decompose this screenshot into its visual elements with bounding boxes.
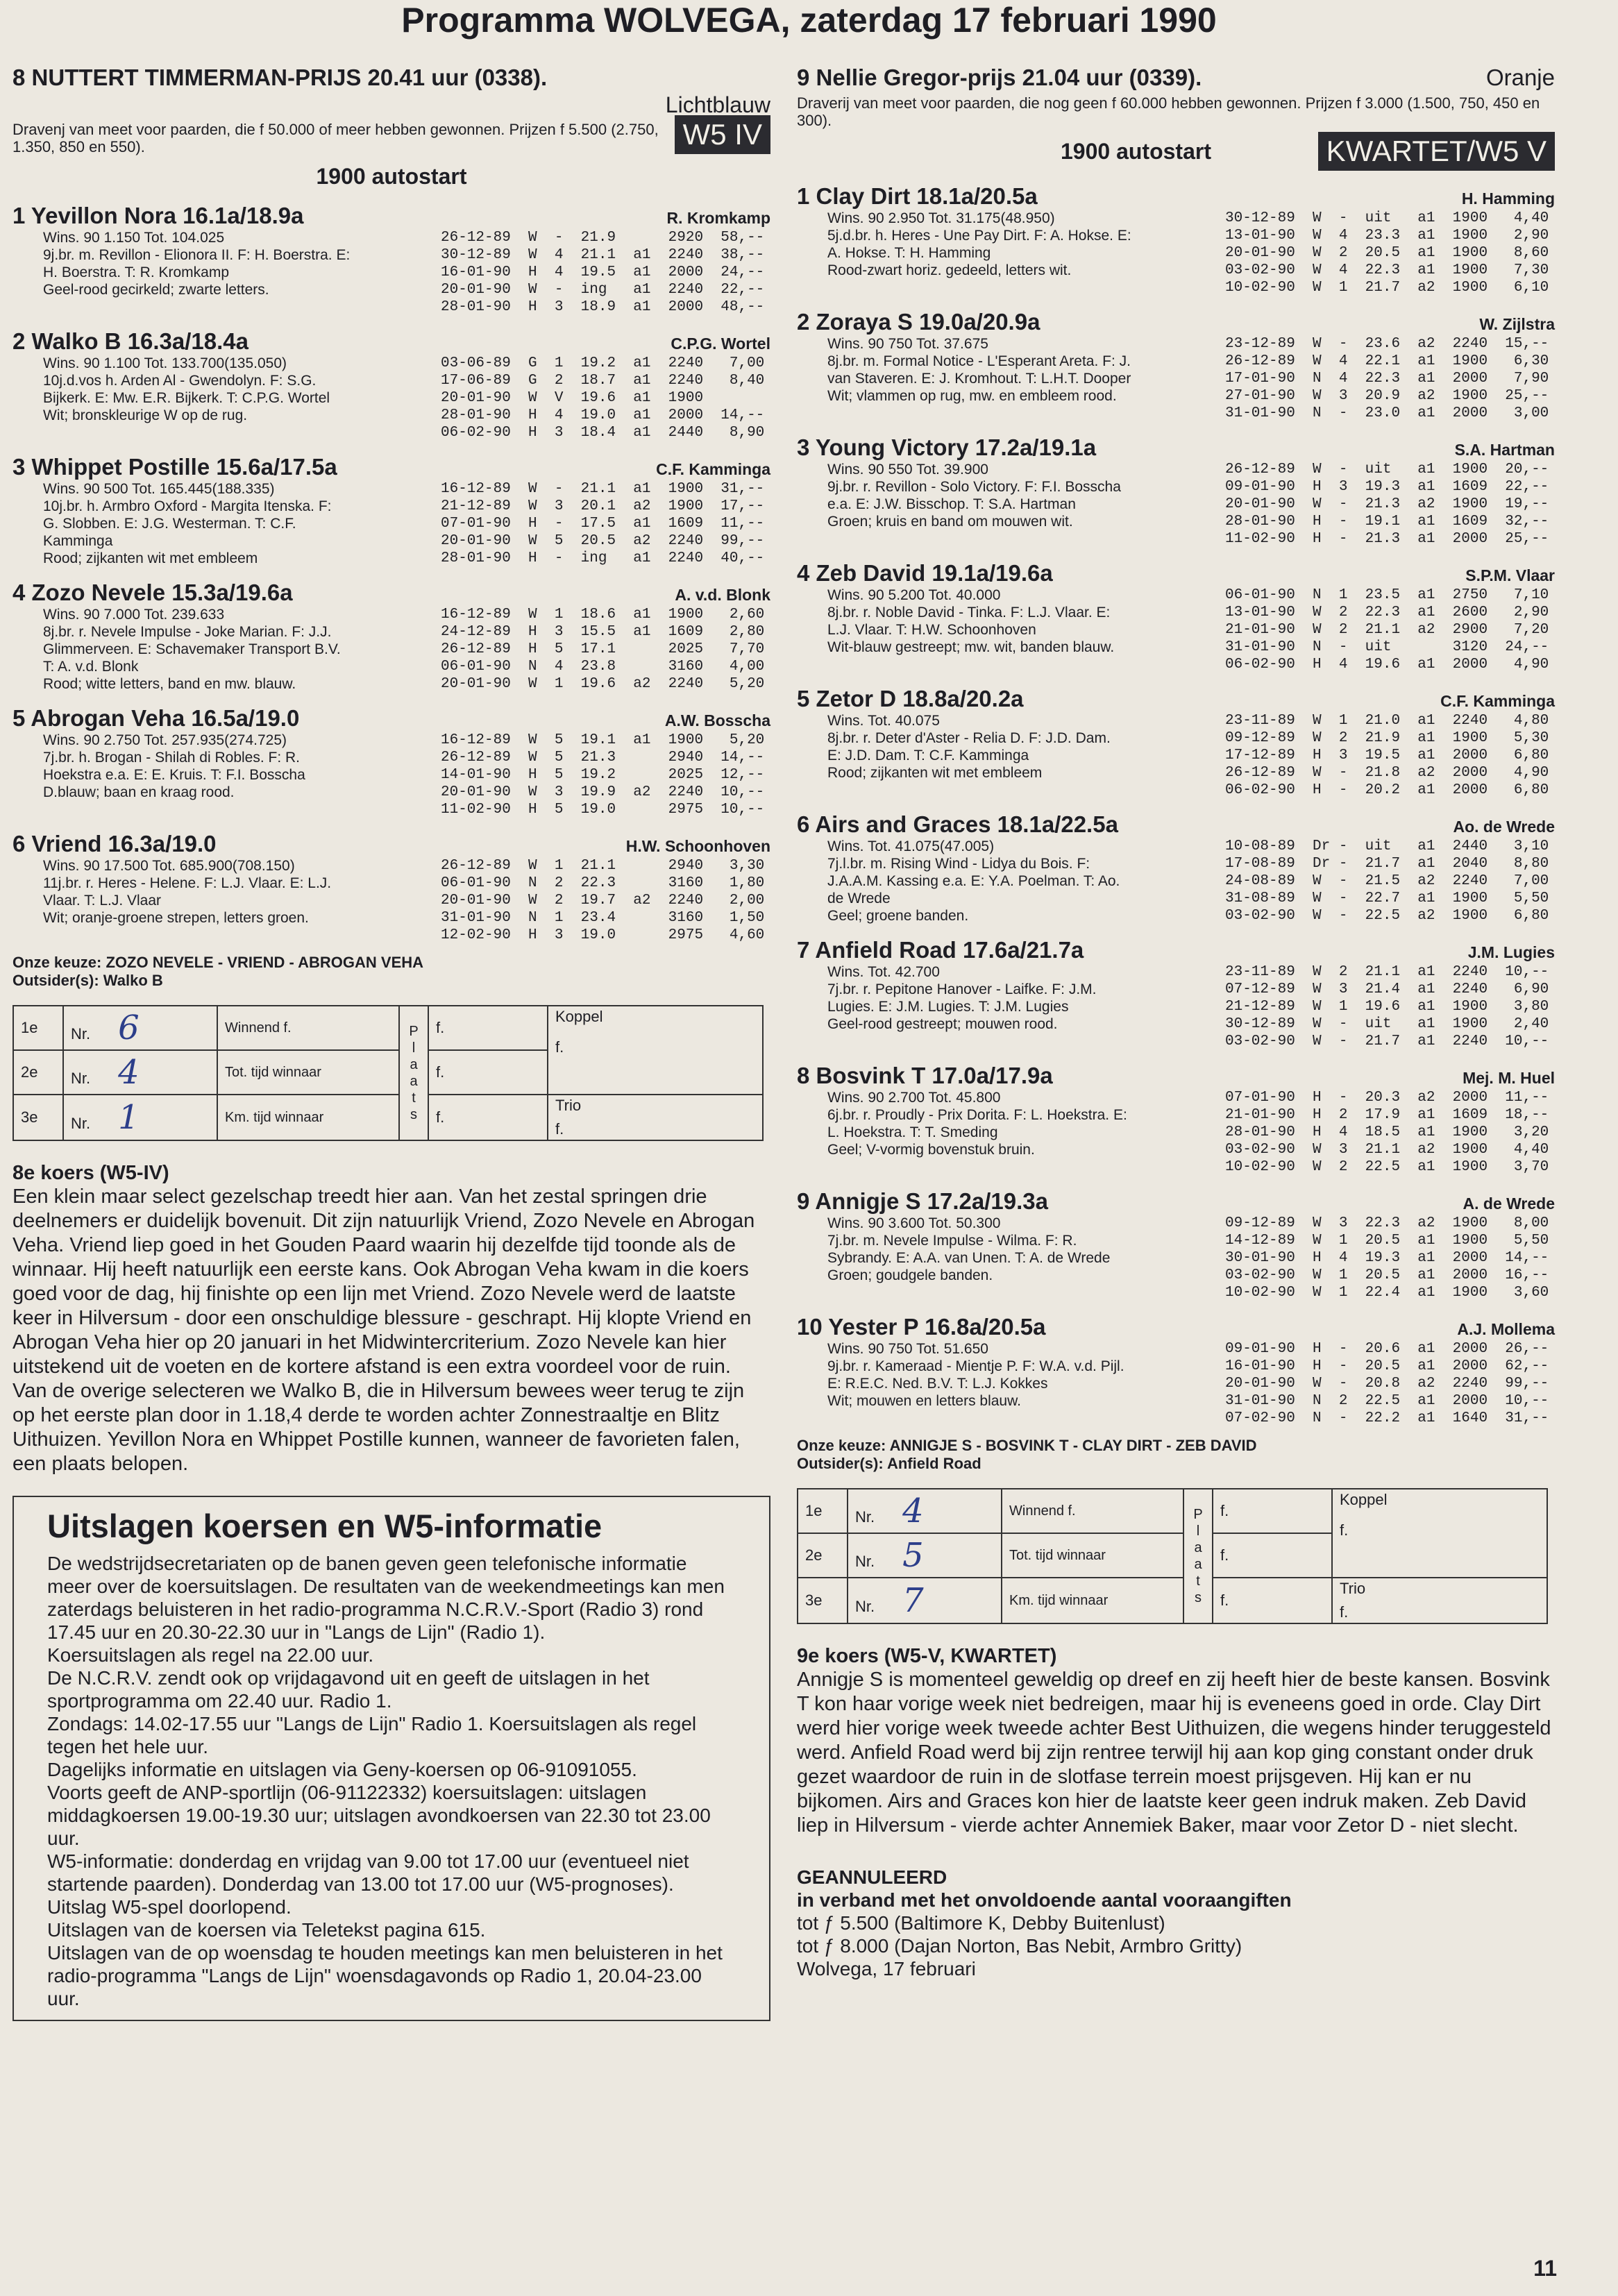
- race-9-color: Oranje: [1485, 65, 1555, 90]
- trio-f-label: f.: [1340, 1603, 1349, 1621]
- place-1-label: 1e: [798, 1489, 848, 1533]
- horse-name: 4 Zeb David 19.1a/19.6a: [797, 560, 1053, 586]
- nr-label: Nr.: [71, 1070, 91, 1087]
- horse-entry: [12, 831, 770, 944]
- horse-results: 16-12-89 W 5 19.1 a1 1900 5,20 26-12-89 W 5 21.3 2940 14,-- 14-01-90 H 5 19.2 2025 12,-- 20-01-90 W 3 19.9 a2 2240 10,-- 11-02-90 H 5 19.0 2975 10,--: [441, 732, 765, 818]
- horse-info: Wins. 90 550 Tot. 39.900 9j.br. r. Revillon - Solo Victory. F: F.I. Bosscha e.a. E: J.W. Bisschop. T: S.A. Hartman Groen; kruis en band om mouwen wit.: [827, 462, 1121, 530]
- nr-label: Nr.: [71, 1025, 91, 1043]
- place-3-label: 3e: [13, 1095, 63, 1140]
- place-3-label: 3e: [798, 1578, 848, 1623]
- f-label: f.: [428, 1050, 548, 1095]
- horse-entry: [797, 686, 1555, 799]
- horse-info: Wins. 90 2.950 Tot. 31.175(48.950) 5j.d.br. h. Heres - Une Pay Dirt. F: A. Hokse. E: A. Hokse. T: H. Hamming Rood-zwart horiz. gedeeld, letters wit.: [827, 210, 1131, 278]
- race-9-commentary-title: 9e koers (W5-V, KWARTET): [797, 1645, 1057, 1667]
- horse-entry: [12, 580, 770, 693]
- race-8-keuze: Onze keuze: ZOZO NEVELE - VRIEND - ABROGAN VEHA: [12, 954, 424, 971]
- horse-results: 26-12-89 W 1 21.1 2940 3,30 06-01-90 N 2 22.3 3160 1,80 20-01-90 W 2 19.7 a2 2240 2,00 31-01-90 N 1 23.4 3160 1,50 12-02-90 H 3 19.0 2975 4,60: [441, 858, 765, 943]
- handwritten-number-2[interactable]: 4: [118, 1053, 140, 1092]
- horse-results: 23-11-89 W 2 21.1 a1 2240 10,-- 07-12-89 W 3 21.4 a1 2240 6,90 21-12-89 W 1 19.6 a1 1900 3,80 30-12-89 W - uit a1 1900 2,40 03-02-90 W - 21.7 a1 2240 10,--: [1225, 964, 1549, 1049]
- horse-results: 07-01-90 H - 20.3 a2 2000 11,-- 21-01-90 H 2 17.9 a1 1609 18,-- 28-01-90 H 4 18.5 a1 1900 3,20 03-02-90 W 3 21.1 a2 1900 4,40 10-02-90 W 2 22.5 a1 1900 3,70: [1225, 1090, 1549, 1175]
- tottijd-label: Tot. tijd winnaar: [217, 1050, 399, 1095]
- horse-results: 10-08-89 Dr - uit a1 2440 3,10 17-08-89 Dr - 21.7 a1 2040 8,80 24-08-89 W - 21.5 a2 2240 7,00 31-08-89 W - 22.7 a1 1900 5,50 03-02-90 W - 22.5 a2 1900 6,80: [1225, 838, 1549, 924]
- horse-results: 26-12-89 W - 21.9 2920 58,-- 30-12-89 W 4 21.1 a1 2240 38,-- 16-01-90 H 4 19.5 a1 2000 24,-- 20-01-90 W - ing a1 2240 22,-- 28-01-90 H 3 18.9 a1 2000 48,--: [441, 230, 765, 315]
- handwritten-number-1[interactable]: 6: [118, 1008, 140, 1047]
- tottijd-label: Tot. tijd winnaar: [1002, 1533, 1183, 1578]
- horse-name: 6 Vriend 16.3a/19.0: [12, 831, 217, 856]
- place-2-label: 2e: [13, 1050, 63, 1095]
- horse-results: 03-06-89 G 1 19.2 a1 2240 7,00 17-06-89 G 2 18.7 a1 2240 8,40 20-01-90 W V 19.6 a1 1900 28-01-90 H 4 19.0 a1 2000 14,-- 06-02-90 H 3 18.4 a1 2440 8,90: [441, 355, 765, 441]
- horse-name: 6 Airs and Graces 18.1a/22.5a: [797, 811, 1118, 837]
- horse-name: 8 Bosvink T 17.0a/17.9a: [797, 1063, 1053, 1088]
- horse-entry: [797, 309, 1555, 422]
- koppel-label: Koppel: [1340, 1491, 1388, 1508]
- horse-entry: [12, 454, 770, 567]
- horse-name: 2 Zoraya S 19.0a/20.9a: [797, 309, 1040, 335]
- horse-entry: [12, 328, 770, 441]
- race-9-result-table: [797, 1488, 1548, 1624]
- horse-name: 2 Walko B 16.3a/18.4a: [12, 328, 248, 354]
- horse-results: 09-01-90 H - 20.6 a1 2000 26,-- 16-01-90 H - 20.5 a1 2000 62,-- 20-01-90 W - 20.8 a2 2240 99,-- 31-01-90 N 2 22.5 a1 2000 10,-- 07-02-90 N - 22.2 a1 1640 31,--: [1225, 1341, 1549, 1426]
- race-8-result-table: [12, 1005, 764, 1141]
- handwritten-number-1[interactable]: 4: [902, 1492, 924, 1530]
- race-9-badge: KWARTET/W5 V: [1318, 132, 1555, 171]
- horse-name: 10 Yester P 16.8a/20.5a: [797, 1314, 1046, 1340]
- race-9-outsider: Outsider(s): Anfield Road: [797, 1455, 981, 1472]
- horse-entry: [797, 811, 1555, 925]
- horse-info: Wins. 90 3.600 Tot. 50.300 7j.br. m. Nevele Impulse - Wilma. F: R. Sybrandy. E: A.A. van Unen. T: A. de Wrede Groen; goudgele banden.: [827, 1215, 1111, 1283]
- left-column: [12, 64, 770, 2271]
- page-title: Programma WOLVEGA, zaterdag 17 februari 1990: [401, 1, 1217, 40]
- race-8-commentary-title: 8e koers (W5-IV): [12, 1162, 169, 1184]
- horse-info: Wins. 90 1.150 Tot. 104.025 9j.br. m. Revillon - Elionora II. F: H. Boerstra. E: H. Boerstra. T: R. Kromkamp Geel-rood gecirkeld; zwarte letters.: [43, 230, 351, 298]
- right-column: [797, 64, 1555, 2271]
- nr-label: Nr.: [855, 1508, 875, 1526]
- horse-entry: [797, 1188, 1555, 1301]
- horse-info: Wins. 90 500 Tot. 165.445(188.335) 10j.br. h. Armbro Oxford - Margita Itenska. F: G. Slobben. E: J.G. Westerman. T: C.F. Kamminga Rood; zijkanten wit met embleem: [43, 481, 332, 566]
- horse-info: Wins. 90 5.200 Tot. 40.000 8j.br. r. Noble David - Tinka. F: L.J. Vlaar. E: L.J. Vlaar. T: H.W. Schoonhoven Wit-blauw gestreept; mw. wit, banden blauw.: [827, 587, 1115, 655]
- race-9-horses: [797, 183, 1555, 1427]
- horse-info: Wins. 90 7.000 Tot. 239.633 8j.br. r. Nevele Impulse - Joke Marian. F: J.J. Glimmerveen. E: Schavemaker Transport B.V. T: A. v.d. Blonk Rood; witte letters, band en mw. blauw.: [43, 607, 341, 692]
- race-8-conditions: Dravenj van meet voor paarden, die f 50.000 of meer hebben gewonnen. Prijzen f 5.500 (2.750, 1.350, 850 en 550).: [12, 121, 659, 155]
- horse-info: Wins. Tot. 42.700 7j.br. r. Pepitone Hanover - Laifke. F: J.M. Lugies. E: J.M. Lugies. T: J.M. Lugies Geel-rood gestreept; mouwen rood.: [827, 964, 1097, 1032]
- kmtijd-label: Km. tijd winnaar: [1002, 1578, 1183, 1623]
- geannuleerd-line-3: Wolvega, 17 februari: [797, 1958, 976, 1980]
- winnend-label: Winnend f.: [217, 1006, 399, 1050]
- geannuleerd-sub: in verband met het onvoldoende aantal vooraangiften: [797, 1889, 1292, 1911]
- horse-entry: [797, 1314, 1555, 1427]
- geannuleerd-block: [797, 1866, 1555, 1980]
- horse-trainer: S.P.M. Vlaar: [1465, 566, 1555, 584]
- horse-entry: [12, 203, 770, 316]
- f-label: f.: [1213, 1489, 1332, 1533]
- horse-info: Wins. 90 17.500 Tot. 685.900(708.150) 11j.br. r. Heres - Helene. F: L.J. Vlaar. E: L.J. Vlaar. T: L.J. Vlaar Wit; oranje-groene strepen, letters groen.: [43, 858, 332, 926]
- horse-info: Wins. 90 750 Tot. 51.650 9j.br. r. Kameraad - Mientje P. F: W.A. v.d. Pijl. E: R.E.C. Ned. B.V. T: L.J. Kokkes Wit; mouwen en letters blauw.: [827, 1341, 1124, 1409]
- kmtijd-label: Km. tijd winnaar: [217, 1095, 399, 1140]
- geannuleerd-line-2: tot ƒ 8.000 (Dajan Norton, Bas Nebit, Armbro Gritty): [797, 1935, 1242, 1957]
- koppel-f-label: f.: [555, 1038, 564, 1056]
- horse-results: 23-11-89 W 1 21.0 a1 2240 4,80 09-12-89 W 2 21.9 a1 1900 5,30 17-12-89 H 3 19.5 a1 2000 6,80 26-12-89 W - 21.8 a2 2000 4,90 06-02-90 H - 20.2 a1 2000 6,80: [1225, 713, 1549, 798]
- koppel-f-label: f.: [1340, 1521, 1349, 1539]
- race-8-outsider: Outsider(s): Walko B: [12, 972, 163, 989]
- winnend-label: Winnend f.: [1002, 1489, 1183, 1533]
- horse-results: 09-12-89 W 3 22.3 a2 1900 8,00 14-12-89 W 1 20.5 a1 1900 5,50 30-01-90 H 4 19.3 a1 2000 14,-- 03-02-90 W 1 20.5 a1 2000 16,-- 10-02-90 W 1 22.4 a1 1900 3,60: [1225, 1215, 1549, 1301]
- race-9-start: 1900 autostart: [1061, 139, 1211, 164]
- handwritten-number-2[interactable]: 5: [902, 1536, 924, 1575]
- horse-entry: [12, 705, 770, 818]
- horse-info: Wins. 90 1.100 Tot. 133.700(135.050) 10j.d.vos h. Arden Al - Gwendolyn. F: S.G. Bijkerk. E: Mw. E.R. Bijkerk. T: C.P.G. Wortel Wit; bronskleurige W op de rug.: [43, 355, 330, 423]
- trio-f-label: f.: [555, 1120, 564, 1138]
- horse-name: 3 Young Victory 17.2a/19.1a: [797, 434, 1097, 460]
- race-8-start: 1900 autostart: [316, 164, 467, 189]
- horse-trainer: H. Hamming: [1461, 189, 1555, 208]
- horse-trainer: H.W. Schoonhoven: [625, 837, 770, 855]
- geannuleerd-title: GEANNULEERD: [797, 1866, 947, 1888]
- plaats-label: P l a a t s: [1183, 1489, 1213, 1623]
- race-8-horses: [12, 203, 770, 944]
- geannuleerd-line-1: tot ƒ 5.500 (Baltimore K, Debby Buitenlust): [797, 1912, 1165, 1934]
- f-label: f.: [1213, 1533, 1332, 1578]
- nr-label: Nr.: [855, 1553, 875, 1570]
- horse-trainer: A.J. Mollema: [1457, 1320, 1555, 1338]
- horse-results: 16-12-89 W 1 18.6 a1 1900 2,60 24-12-89 H 3 15.5 a1 1609 2,80 26-12-89 H 5 17.1 2025 7,70 06-01-90 N 4 23.8 3160 4,00 20-01-90 W 1 19.6 a2 2240 5,20: [441, 607, 765, 692]
- race-9-header: 9 Nellie Gregor-prijs 21.04 uur (0339).: [797, 65, 1202, 90]
- horse-info: Wins. 90 2.700 Tot. 45.800 6j.br. r. Proudly - Prix Dorita. F: L. Hoekstra. E: L. Hoekstra. T: T. Smeding Geel; V-vormig bovenstuk bruin.: [827, 1090, 1127, 1158]
- horse-trainer: A. de Wrede: [1463, 1195, 1555, 1213]
- horse-trainer: Ao. de Wrede: [1453, 818, 1555, 836]
- horse-entry: [797, 937, 1555, 1050]
- horse-trainer: R. Kromkamp: [666, 209, 770, 227]
- horse-name: 5 Zetor D 18.8a/20.2a: [797, 686, 1024, 711]
- horse-entry: [797, 1063, 1555, 1176]
- horse-trainer: W. Zijlstra: [1479, 315, 1555, 333]
- horse-info: Wins. Tot. 40.075 8j.br. r. Deter d'Aster - Relia D. F: J.D. Dam. E: J.D. Dam. T: C.F. Kamminga Rood; zijkanten wit met embleem: [827, 713, 1111, 781]
- race-9-conditions: Draverij van meet voor paarden, die nog geen f 60.000 hebben gewonnen. Prijzen f 3.000 (1.500, 750, 450 en 300).: [797, 94, 1540, 129]
- horse-name: 9 Annigje S 17.2a/19.3a: [797, 1188, 1048, 1214]
- horse-entry: [797, 560, 1555, 673]
- horse-trainer: A.W. Bosscha: [664, 711, 770, 729]
- horse-trainer: C.F. Kamminga: [1440, 692, 1555, 710]
- place-2-label: 2e: [798, 1533, 848, 1578]
- horse-name: 4 Zozo Nevele 15.3a/19.6a: [12, 580, 293, 605]
- horse-name: 3 Whippet Postille 15.6a/17.5a: [12, 454, 337, 480]
- f-label: f.: [428, 1095, 548, 1140]
- horse-trainer: J.M. Lugies: [1467, 943, 1555, 961]
- horse-results: 16-12-89 W - 21.1 a1 1900 31,-- 21-12-89 W 3 20.1 a2 1900 17,-- 07-01-90 H - 17.5 a1 1609 11,-- 20-01-90 W 5 20.5 a2 2240 99,-- 28-01-90 H - ing a1 2240 40,--: [441, 481, 765, 566]
- horse-trainer: A. v.d. Blonk: [675, 586, 770, 604]
- horse-results: 30-12-89 W - uit a1 1900 4,40 13-01-90 W 4 23.3 a1 1900 2,90 20-01-90 W 2 20.5 a1 1900 8,60 03-02-90 W 4 22.3 a1 1900 7,30 10-02-90 W 1 21.7 a2 1900 6,10: [1225, 210, 1549, 296]
- horse-entry: [797, 434, 1555, 548]
- horse-info: Wins. Tot. 41.075(47.005) 7j.l.br. m. Rising Wind - Lidya du Bois. F: J.A.A.M. Kassing e.a. E: Y.A. Poelman. T: Ao. de Wrede Geel; groene banden.: [827, 838, 1120, 924]
- handwritten-number-3[interactable]: 1: [118, 1098, 140, 1137]
- page-number: 11: [1533, 2256, 1557, 2281]
- horse-trainer: S.A. Hartman: [1454, 441, 1555, 459]
- horse-results: 06-01-90 N 1 23.5 a1 2750 7,10 13-01-90 W 2 22.3 a1 2600 2,90 21-01-90 W 2 21.1 a2 2900 7,20 31-01-90 N - uit 3120 24,-- 06-02-90 H 4 19.6 a1 2000 4,90: [1225, 587, 1549, 673]
- horse-trainer: Mej. M. Huel: [1463, 1069, 1555, 1087]
- horse-entry: [797, 183, 1555, 296]
- horse-name: 7 Anfield Road 17.6a/21.7a: [797, 937, 1084, 963]
- koppel-label: Koppel: [555, 1008, 603, 1025]
- place-1-label: 1e: [13, 1006, 63, 1050]
- race-9-keuze: Onze keuze: ANNIGJE S - BOSVINK T - CLAY DIRT - ZEB DAVID: [797, 1437, 1257, 1454]
- race-8-color: Lichtblauw: [665, 92, 770, 117]
- plaats-label: P l a a t s: [399, 1006, 428, 1140]
- f-label: f.: [1213, 1578, 1332, 1623]
- horse-name: 5 Abrogan Veha 16.5a/19.0: [12, 705, 300, 731]
- trio-label: Trio: [1340, 1580, 1366, 1597]
- info-box-text: De wedstrijdsecretariaten op de banen geven geen telefonische informatie meer over de koersuitslagen. De resultaten van de weekendmeetings kan men zaterdags beluisteren in het radio-programma N.C.R.V.-Sport (Radio 3) rond 17.45 uur en 20.30-22.30 uur in "Langs de Lijn" (Radio 1). Koersuitslagen als regel na 22.00 uur. De N.C.R.V. zendt ook op vrijdagavond uit en geeft de uitslagen in het sportprogramma om 22.40 uur. Radio 1. Zondags: 14.02-17.55 uur "Langs de Lijn" Radio 1. Koersuitslagen als regel tegen het hele uur. Dagelijks informatie en uitslagen via Geny-koersen op 06-91091055. Voorts geeft de ANP-sportlijn (06-91122332) koersuitslagen: uitslagen middagkoersen 19.00-19.30 uur; uitslagen avondkoersen van 22.30 tot 23.00 uur. W5-informatie: donderdag en vrijdag van 9.00 tot 17.00 uur (eventueel niet startende paarden). Donderdag van 13.00 tot 17.00 uur (W5-prognoses). Uitslag W5-spel doorlopend. Uitslagen van de koersen via Teletekst pagina 615. Uitslagen van de op woensdag te houden meetings kan men beluisteren in het radio-programma "Langs de Lijn" woensdagavonds op Radio 1, 20.04-23.00 uur.: [47, 1553, 725, 2009]
- horse-info: Wins. 90 2.750 Tot. 257.935(274.725) 7j.br. h. Brogan - Shilah di Robles. F: R. Hoekstra e.a. E: E. Kruis. T: F.I. Bosscha D.blauw; baan en kraag rood.: [43, 732, 305, 800]
- nr-label: Nr.: [71, 1115, 91, 1132]
- info-box-title: Uitslagen koersen en W5-informatie: [47, 1508, 602, 1544]
- results-info-box: [12, 1496, 770, 2021]
- nr-label: Nr.: [855, 1598, 875, 1615]
- horse-trainer: C.F. Kamminga: [656, 460, 770, 478]
- horse-results: 23-12-89 W - 23.6 a2 2240 15,-- 26-12-89 W 4 22.1 a1 1900 6,30 17-01-90 N 4 22.3 a1 2000 7,90 27-01-90 W 3 20.9 a2 1900 25,-- 31-01-90 N - 23.0 a1 2000 3,00: [1225, 336, 1549, 421]
- horse-results: 26-12-89 W - uit a1 1900 20,-- 09-01-90 H 3 19.3 a1 1609 22,-- 20-01-90 W - 21.3 a2 1900 19,-- 28-01-90 H - 19.1 a1 1609 32,-- 11-02-90 H - 21.3 a1 2000 25,--: [1225, 462, 1549, 547]
- handwritten-number-3[interactable]: 7: [902, 1581, 924, 1620]
- trio-label: Trio: [555, 1097, 582, 1114]
- race-8-commentary: Een klein maar select gezelschap treedt hier aan. Van het zestal springen drie deelnemers er duidelijk bovenuit. Dit zijn natuurlijk Vriend, Zozo Nevele en Abrogan Veha. Vriend liep goed in het Gouden Paard waarin hij dezelfde tijd toonde als de winnaar. Hij heeft natuurlijk een eerste kans. Ook Abrogan Veha kwam in die koers goed voor de dag, hij finishte op een lijn met Vriend. Zozo Nevele werd de laatste keer in Hilversum - door een onschuldige blessure - geschrapt. Hij klopte Vriend en Abrogan Veha hier op 20 januari in het Midwintercriterium. Zozo Nevele kan hier uitstekend uit de voeten en de kortere afstand is een extra voordeel voor de ruin. Van de overige selecteren we Walko B, die in Hilversum bewees weer terug te zijn op het eerste plan door in 1.18,4 derde te worden achter Zonnestraaltje en Blitz Uithuizen. Yevillon Nora en Whippet Postille kunnen, wanneer de favorieten falen, een plaats belopen.: [12, 1185, 755, 1475]
- f-label: f.: [428, 1006, 548, 1050]
- race-8-header: 8 NUTTERT TIMMERMAN-PRIJS 20.41 uur (0338).: [12, 65, 548, 90]
- horse-trainer: C.P.G. Wortel: [671, 335, 770, 353]
- horse-name: 1 Clay Dirt 18.1a/20.5a: [797, 183, 1038, 209]
- horse-name: 1 Yevillon Nora 16.1a/18.9a: [12, 203, 304, 228]
- race-9-commentary: Annigje S is momenteel geweldig op dreef en zij heeft hier de beste kansen. Bosvink T kon haar vorige week niet bedreigen, maar hij is eveneens goed in orde. Clay Dirt werd hier vorige week tweede achter Best Uithuizen, die wegens hinder teruggesteld werd. Anfield Road werd bij zijn rentree terwijl hij aan kop ging constant onder druk gezet waardoor de ruin in de slotfase terrein moest prijsgeven. Hij kan er nu bijkomen. Airs and Graces kon hier de laatste keer geen indruk maken. Zeb David liep in Hilversum - vierde achter Annemiek Baker, maar voor Zetor D - niet slecht.: [797, 1669, 1551, 1837]
- race-8-badge: W5 IV: [675, 115, 770, 154]
- horse-info: Wins. 90 750 Tot. 37.675 8j.br. m. Formal Notice - L'Esperant Areta. F: J. van Staveren. E: J. Kromhout. T: L.H.T. Dooper Wit; vlammen op rug, mw. en embleem rood.: [827, 336, 1131, 404]
